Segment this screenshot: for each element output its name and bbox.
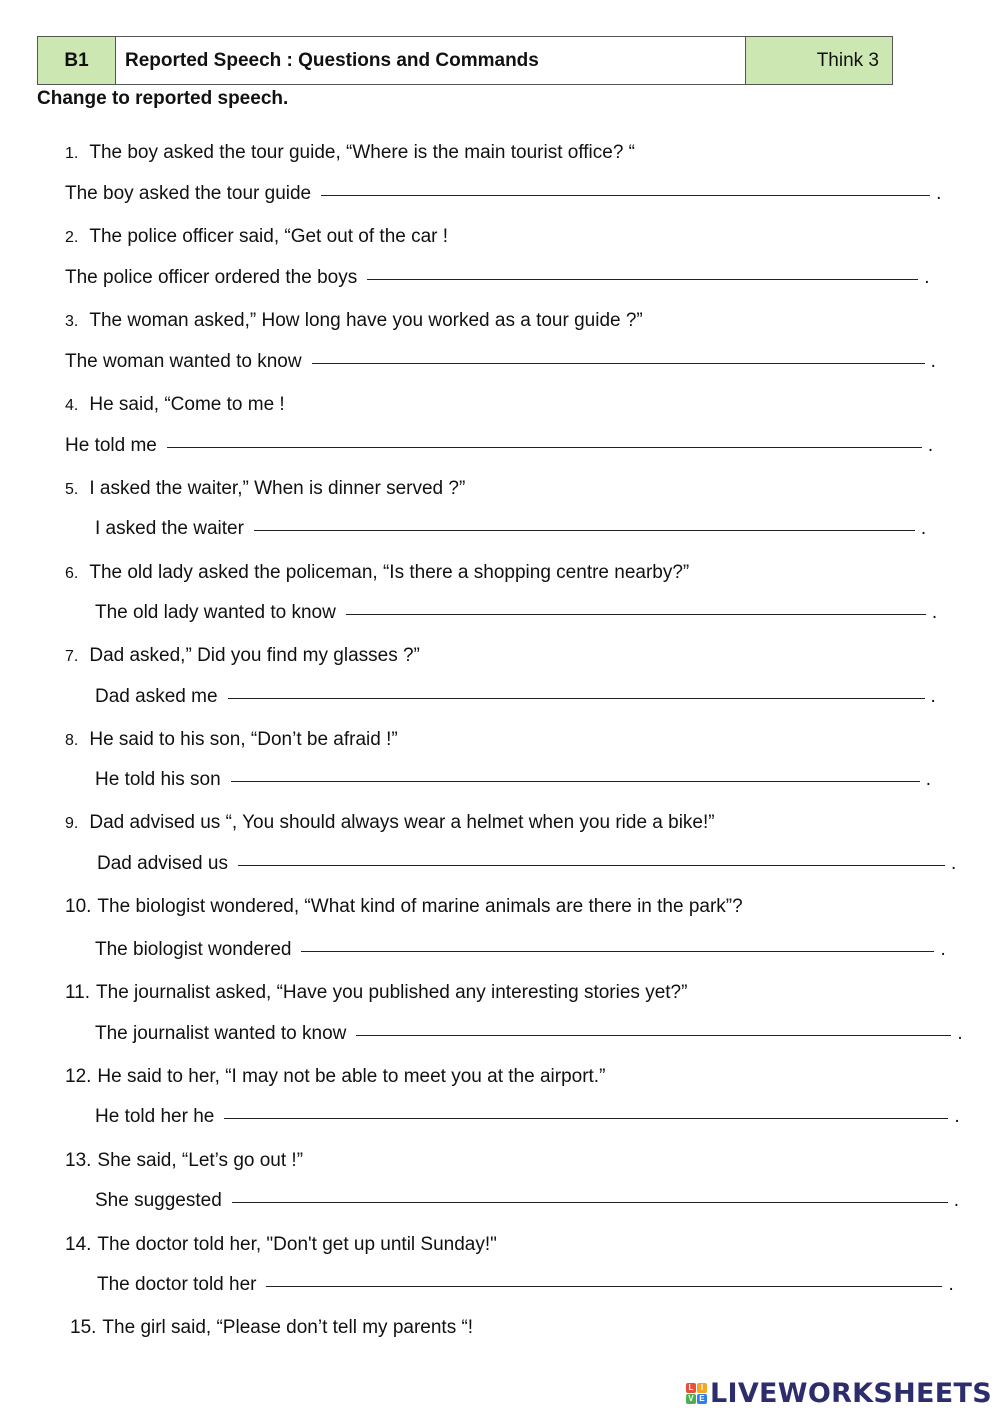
answer-prompt: Dad advised us: [97, 853, 228, 874]
question-item: [65, 645, 420, 667]
answer-blank[interactable]: [224, 1117, 948, 1119]
question-item: [65, 812, 715, 834]
answer-period: .: [920, 518, 927, 539]
logo-letter: I: [697, 1383, 707, 1393]
answer-period: .: [930, 351, 936, 372]
question-text: The journalist asked, “Have you published any interesting stories yet?”: [96, 982, 688, 1003]
logo-text: LIVEWORKSHEETS: [709, 1378, 992, 1409]
question-item: [65, 142, 635, 164]
answer-row: [95, 1190, 959, 1212]
answer-period: .: [950, 853, 957, 874]
answer-prompt: The police officer ordered the boys: [65, 267, 358, 288]
answer-prompt: The woman wanted to know: [65, 351, 302, 372]
question-item: [65, 562, 689, 584]
question-text: The police officer said, “Get out of the car !: [89, 226, 449, 247]
answer-blank[interactable]: [238, 864, 945, 866]
answer-prompt: The doctor told her: [97, 1274, 257, 1295]
question-text: She said, “Let’s go out !”: [97, 1150, 304, 1171]
answer-row: [65, 435, 933, 457]
answer-prompt: The boy asked the tour guide: [65, 183, 312, 204]
question-number: 3.: [65, 313, 79, 330]
instruction: Change to reported speech.: [37, 88, 289, 109]
question-text: He said to her, “I may not be able to meet you at the airport.”: [97, 1066, 606, 1087]
logo-mark-icon: [686, 1383, 707, 1404]
answer-period: .: [940, 939, 946, 960]
question-text: Dad asked,” Did you find my glasses ?”: [89, 645, 420, 666]
answer-period: .: [924, 267, 930, 288]
answer-period: .: [957, 1023, 963, 1044]
answer-period: .: [927, 435, 934, 456]
answer-row: [95, 1106, 960, 1128]
answer-row: [95, 1023, 963, 1045]
answer-period: .: [931, 602, 938, 623]
answer-blank[interactable]: [312, 362, 925, 364]
answer-period: .: [936, 183, 942, 204]
answer-prompt: She suggested: [95, 1190, 222, 1211]
question-number: 13.: [65, 1150, 92, 1171]
answer-prompt: He told his son: [95, 769, 221, 790]
question-item: [65, 310, 643, 332]
answer-blank[interactable]: [356, 1034, 951, 1036]
header-table: [37, 36, 893, 85]
answer-row: [65, 351, 936, 373]
question-number: 1.: [65, 145, 79, 162]
question-text: He said to his son, “Don’t be afraid !”: [89, 729, 398, 750]
level-cell: B1: [38, 37, 116, 84]
answer-row: [95, 939, 946, 961]
question-item: [65, 896, 743, 918]
question-text: The boy asked the tour guide, “Where is the main tourist office? “: [89, 142, 635, 163]
answer-period: .: [930, 686, 936, 707]
answer-blank[interactable]: [367, 278, 918, 280]
answer-prompt: The journalist wanted to know: [95, 1023, 347, 1044]
question-number: 11.: [65, 982, 91, 1003]
question-number: 9.: [65, 815, 79, 832]
answer-prompt: The biologist wondered: [95, 939, 292, 960]
logo-letter: L: [686, 1383, 696, 1393]
answer-row: [95, 602, 937, 624]
question-number: 6.: [65, 565, 79, 582]
question-text: I asked the waiter,” When is dinner served ?”: [89, 478, 466, 499]
question-number: 8.: [65, 732, 79, 749]
worksheet-title: Reported Speech : Questions and Commands: [116, 37, 746, 84]
question-item: [70, 1317, 473, 1339]
question-number: 10.: [65, 896, 92, 917]
question-item: [65, 729, 398, 751]
answer-blank[interactable]: [228, 697, 925, 699]
answer-period: .: [925, 769, 931, 790]
answer-row: [65, 267, 930, 289]
question-item: [65, 1066, 605, 1088]
answer-blank[interactable]: [301, 950, 934, 952]
answer-row: [95, 518, 926, 540]
logo-letter: E: [697, 1394, 707, 1404]
question-text: The girl said, “Please don’t tell my parents “!: [102, 1317, 474, 1338]
answer-row: [95, 769, 931, 791]
logo-letter: V: [686, 1394, 696, 1404]
question-number: 7.: [65, 648, 79, 665]
answer-prompt: Dad asked me: [95, 686, 218, 707]
question-item: [65, 478, 465, 500]
answer-period: .: [953, 1190, 960, 1211]
question-text: He said, “Come to me !: [89, 394, 285, 415]
answer-blank[interactable]: [266, 1285, 942, 1287]
question-text: The doctor told her, "Don't get up until Sunday!": [97, 1234, 497, 1255]
answer-period: .: [954, 1106, 960, 1127]
question-text: The biologist wondered, “What kind of marine animals are there in the park”?: [97, 896, 743, 917]
answer-row: [65, 183, 941, 205]
question-number: 15.: [70, 1317, 97, 1338]
question-item: [65, 1234, 497, 1256]
question-number: 5.: [65, 481, 79, 498]
answer-blank[interactable]: [254, 529, 915, 531]
question-text: The old lady asked the policeman, “Is there a shopping centre nearby?”: [89, 562, 690, 583]
answer-prompt: He told me: [65, 435, 157, 456]
question-text: The woman asked,” How long have you worked as a tour guide ?”: [89, 310, 643, 331]
question-number: 12.: [65, 1066, 92, 1087]
answer-prompt: He told her he: [95, 1106, 215, 1127]
question-item: [65, 982, 687, 1004]
answer-blank[interactable]: [346, 613, 926, 615]
liveworksheets-logo: [686, 1378, 992, 1409]
answer-prompt: The old lady wanted to know: [95, 602, 336, 623]
question-item: [65, 1150, 303, 1172]
answer-blank[interactable]: [231, 780, 920, 782]
answer-blank[interactable]: [232, 1201, 948, 1203]
answer-row: [97, 853, 956, 875]
question-number: 14.: [65, 1234, 92, 1255]
question-text: Dad advised us “, You should always wear a helmet when you ride a bike!”: [89, 812, 715, 833]
answer-row: [95, 686, 936, 708]
book-cell: Think 3: [746, 37, 892, 84]
answer-blank[interactable]: [167, 446, 922, 448]
question-item: [65, 394, 285, 416]
answer-prompt: I asked the waiter: [95, 518, 244, 539]
answer-period: .: [948, 1274, 954, 1295]
question-number: 2.: [65, 229, 79, 246]
answer-blank[interactable]: [321, 194, 930, 196]
answer-row: [97, 1274, 954, 1296]
question-item: [65, 226, 448, 248]
question-number: 4.: [65, 397, 79, 414]
